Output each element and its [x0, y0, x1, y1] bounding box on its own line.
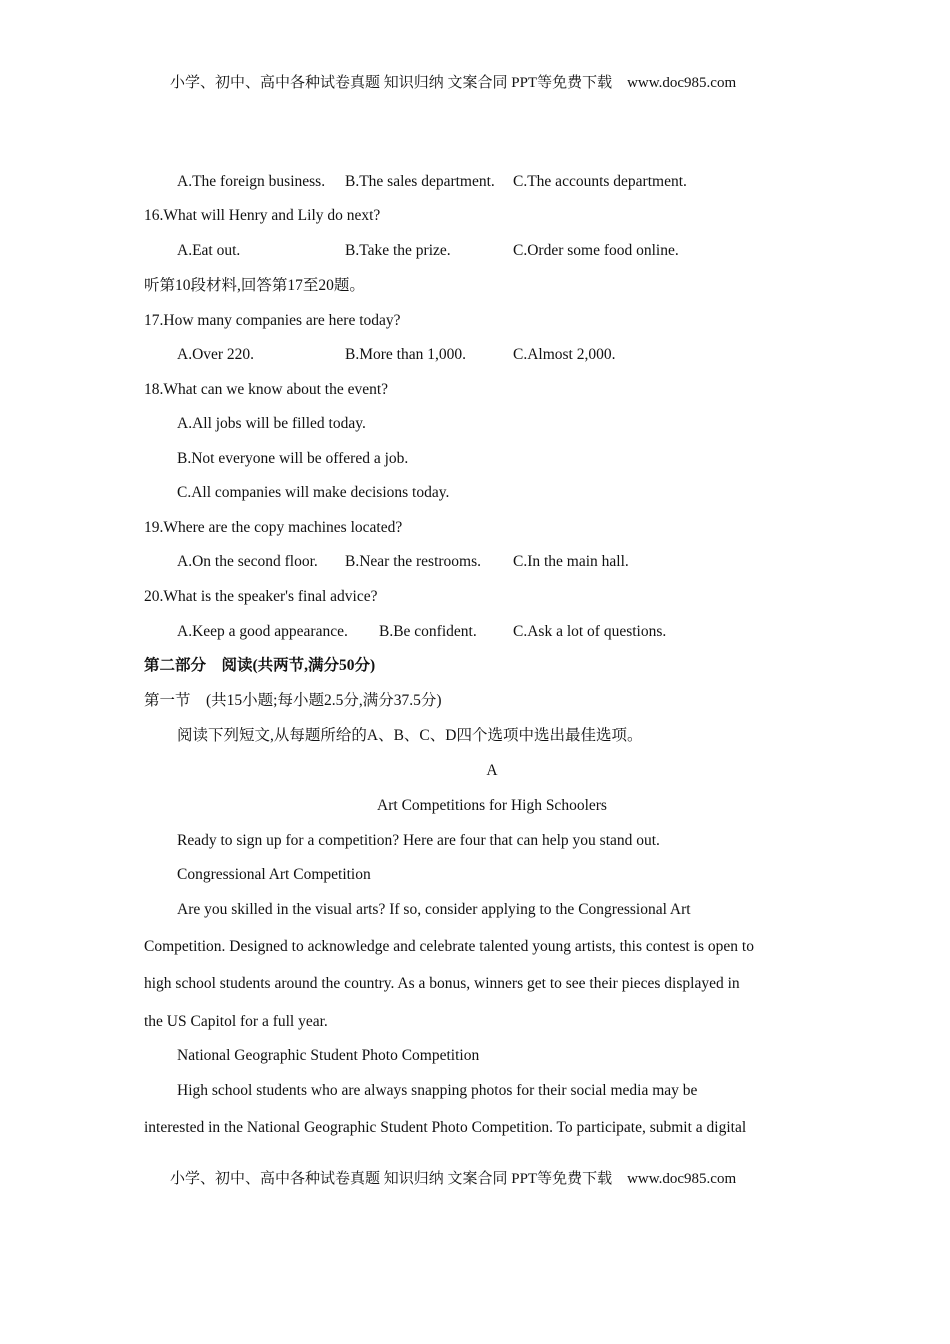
part2-instruction: 阅读下列短文,从每题所给的A、B、C、D四个选项中选出最佳选项。	[177, 727, 643, 744]
q20-stem: 20.What is the speaker's final advice?	[144, 588, 378, 605]
q16-option-b: B.Take the prize.	[345, 242, 451, 259]
page-header: 小学、初中、高中各种试卷真题 知识归纳 文案合同 PPT等免费下载 www.doc985.com	[170, 75, 737, 91]
q20-option-b: B.Be confident.	[379, 623, 477, 640]
competition-1-line-1: Are you skilled in the visual arts? If so, consider applying to the Congressional Art	[177, 901, 691, 918]
competition-1-title: Congressional Art Competition	[177, 866, 371, 883]
q18-stem: 18.What can we know about the event?	[144, 381, 389, 398]
q17-option-a: A.Over 220.	[177, 346, 255, 363]
q18-option-c: C.All companies will make decisions today.	[177, 484, 450, 501]
q16-option-a: A.Eat out.	[177, 242, 241, 259]
page-footer: 小学、初中、高中各种试卷真题 知识归纳 文案合同 PPT等免费下载 www.doc985.com	[170, 1171, 737, 1187]
q19-option-c: C.In the main hall.	[513, 553, 629, 570]
passage-title: Art Competitions for High Schoolers	[377, 797, 607, 814]
q15-option-a: A.The foreign business.	[177, 173, 326, 190]
q15-option-b: B.The sales department.	[345, 173, 495, 190]
competition-2-line-2: interested in the National Geographic Student Photo Competition. To participate, submit a digital	[144, 1119, 747, 1136]
q16-stem: 16.What will Henry and Lily do next?	[144, 207, 381, 224]
section-10-instruction: 听第10段材料,回答第17至20题。	[144, 277, 365, 294]
q15-option-c: C.The accounts department.	[513, 173, 687, 190]
q18-option-b: B.Not everyone will be offered a job.	[177, 450, 409, 467]
competition-2-line-1: High school students who are always snapping photos for their social media may be	[177, 1082, 698, 1099]
competition-1-line-3: high school students around the country. As a bonus, winners get to see their pieces displayed in	[144, 975, 740, 992]
q17-option-c: C.Almost 2,000.	[513, 346, 616, 363]
q17-option-b: B.More than 1,000.	[345, 346, 466, 363]
q19-stem: 19.Where are the copy machines located?	[144, 519, 403, 536]
q20-option-a: A.Keep a good appearance.	[177, 623, 348, 640]
part2-section1: 第一节 (共15小题;每小题2.5分,满分37.5分)	[144, 692, 442, 709]
part2-title: 第二部分 阅读(共两节,满分50分)	[144, 657, 376, 674]
passage-label: A	[486, 762, 498, 779]
competition-2-title: National Geographic Student Photo Competition	[177, 1047, 480, 1064]
q18-option-a: A.All jobs will be filled today.	[177, 415, 366, 432]
q17-stem: 17.How many companies are here today?	[144, 312, 401, 329]
q20-option-c: C.Ask a lot of questions.	[513, 623, 667, 640]
competition-1-line-2: Competition. Designed to acknowledge and celebrate talented young artists, this contest is open to	[144, 938, 754, 955]
q19-option-b: B.Near the restrooms.	[345, 553, 482, 570]
competition-1-line-4: the US Capitol for a full year.	[144, 1013, 328, 1030]
q19-option-a: A.On the second floor.	[177, 553, 318, 570]
passage-intro: Ready to sign up for a competition? Here are four that can help you stand out.	[177, 832, 660, 849]
q16-option-c: C.Order some food online.	[513, 242, 679, 259]
